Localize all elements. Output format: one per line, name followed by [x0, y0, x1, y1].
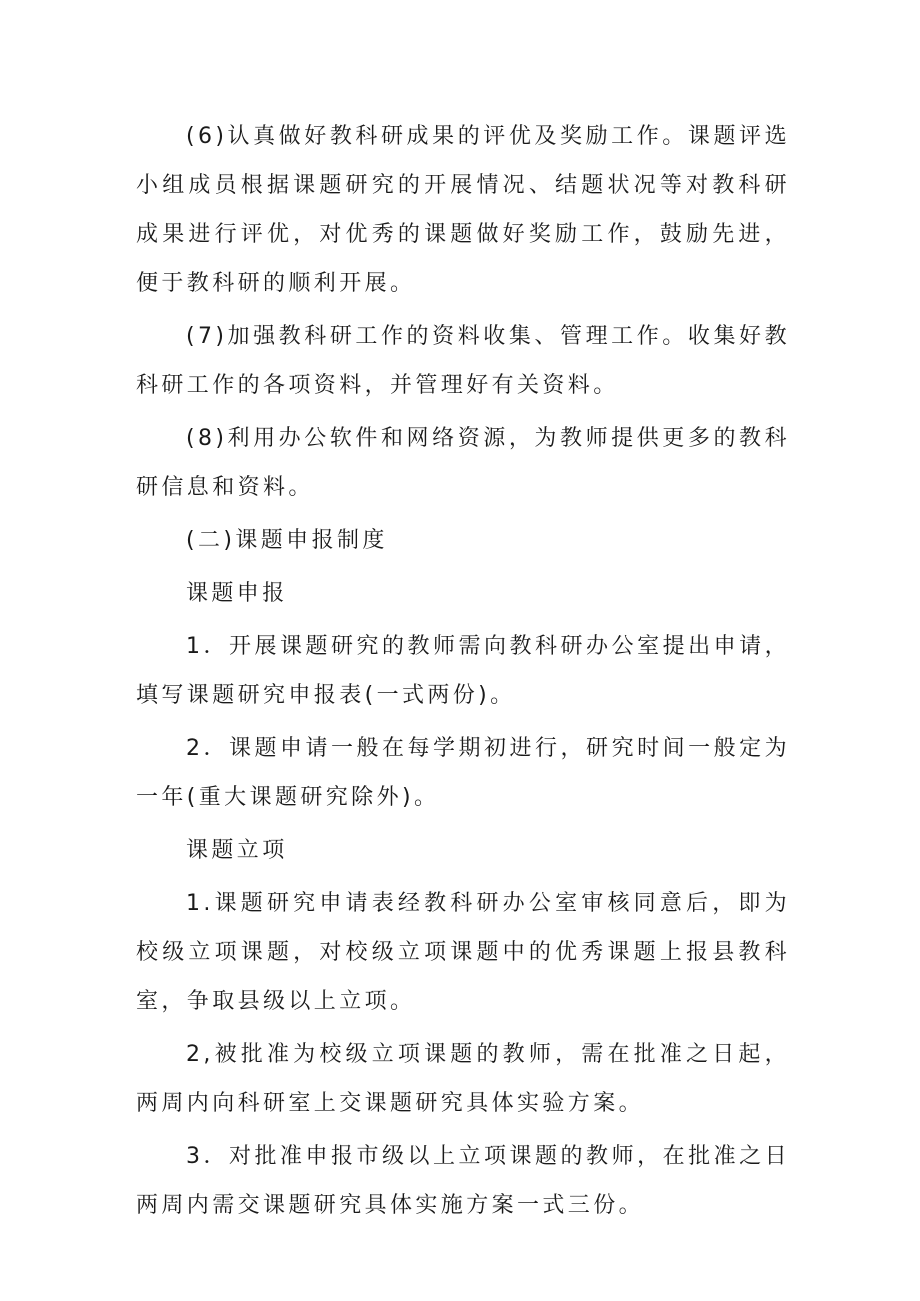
paragraph-item-6: (6)认真做好教科研成果的评优及奖励工作。课题评选小组成员根据课题研究的开展情况、结题状况等对教科研成果进行评优，对优秀的课题做好奖励工作，鼓励先进，便于教科研的顺利开展。 — [136, 124, 790, 296]
approval-item-1: 1.课题研究申请表经教科研办公室审核同意后，即为校级立项课题，对校级立项课题中的优秀课题上报县教科室，争取县级以上立项。 — [136, 891, 790, 1014]
paragraph-item-8: (8)利用办公软件和网络资源，为教师提供更多的教科研信息和资料。 — [136, 426, 790, 500]
application-item-2: 2．课题申请一般在每学期初进行，研究时间一般定为一年(重大课题研究除外)。 — [136, 736, 790, 810]
document-body — [136, 112, 790, 1234]
approval-item-2: 2,被批准为校级立项课题的教师，需在批准之日起，两周内向科研室上交课题研究具体实验方案。 — [136, 1042, 790, 1116]
subheading-approval: 课题立项 — [186, 838, 288, 863]
approval-item-3: 3．对批准申报市级以上立项课题的教师，在批准之日两周内需交课题研究具体实施方案一式三份。 — [136, 1144, 790, 1218]
application-item-1: 1．开展课题研究的教师需向教科研办公室提出申请，填写课题研究申报表(一式两份)。 — [136, 634, 790, 708]
subheading-application: 课题申报 — [186, 581, 288, 606]
section-heading-2: (二)课题申报制度 — [186, 528, 388, 553]
paragraph-item-7: (7)加强教科研工作的资料收集、管理工作。收集好教科研工作的各项资料，并管理好有关资料。 — [136, 324, 790, 398]
